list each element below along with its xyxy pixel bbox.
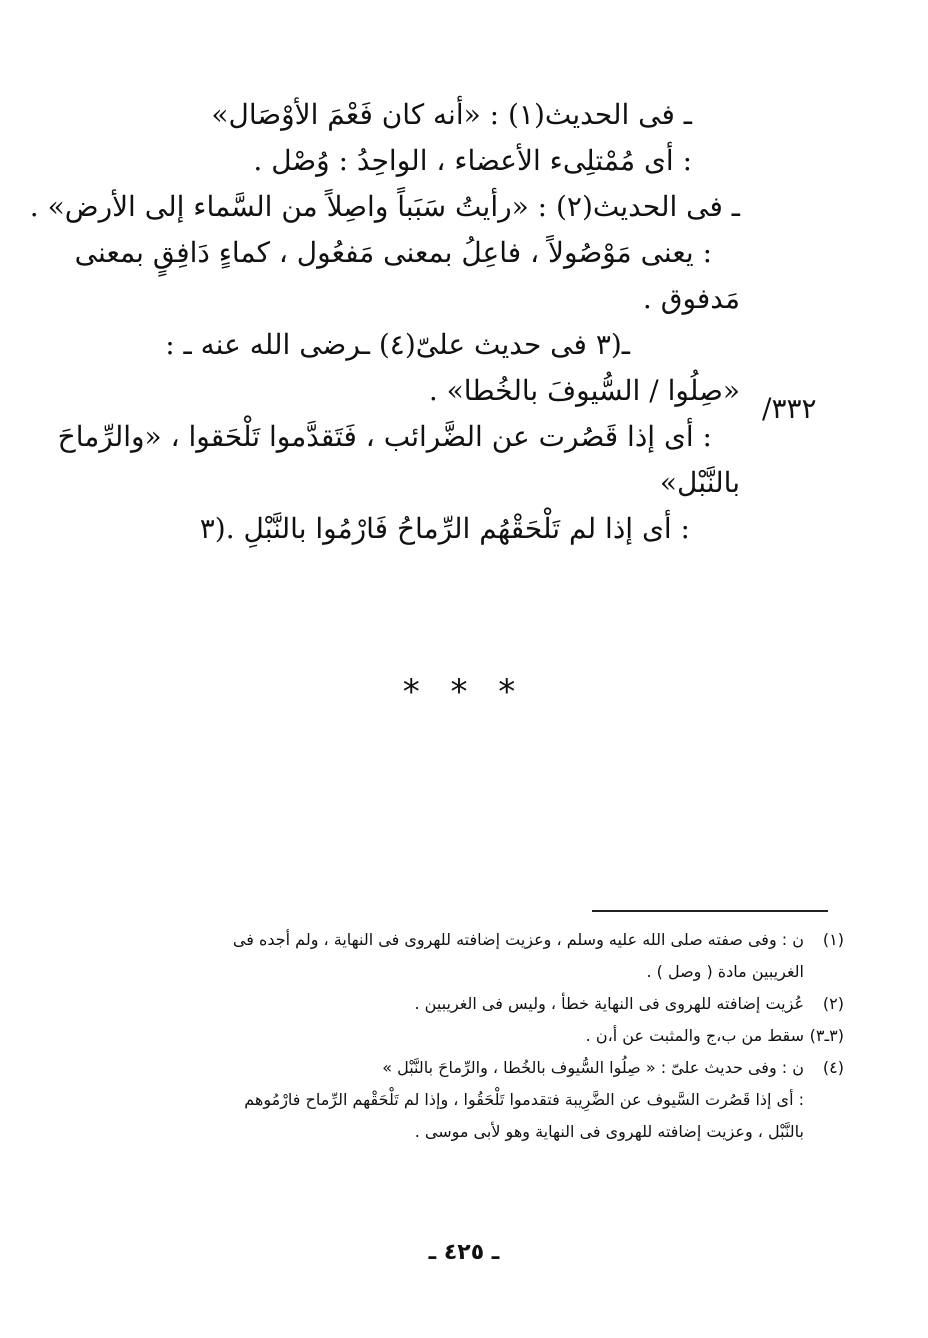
footnote-line: الغريبين مادة ( وصل ) . — [646, 962, 804, 981]
text-line-3: ـ فى الحديث(٢) : «رأيتُ سَبَباً واصِلاً من السَّماء إلى الأرض» . — [29, 190, 740, 223]
footnote-4 — [84, 1052, 844, 1148]
text-line-6: ـ(٣ فى حديث علىّ(٤) ـرضى الله عنه ـ : — [165, 328, 630, 361]
footnote-text: سقط من ب،ج والمثبت عن أ،ن . — [585, 1026, 804, 1045]
footnote-line: بالنَّبْل ، وعزيت إضافته للهروى فى النهاية وهو لأبى موسى . — [414, 1122, 804, 1141]
footnote-number: (٢) — [822, 994, 844, 1013]
footnote-text: عُزيت إضافته للهروى فى النهاية خطأ ، وليس فى الغريبين . — [414, 994, 804, 1013]
section-divider-stars: * * * — [402, 672, 526, 712]
footnote-line: ن : وفى حديث علىّ : « صِلُوا السُّيوف بالخُطا ، والرِّماحَ بالنَّبْل » — [382, 1058, 804, 1077]
text-line-4: : يعنى مَوْصُولاً ، فاعِلُ بمعنى مَفعُول ، كماءٍ دَافِقٍ بمعنى — [74, 236, 712, 269]
text-line-7: «صِلُوا / السُّيوفَ بالخُطا» . — [428, 374, 740, 407]
footnote-number: (١) — [822, 930, 844, 949]
text-line-8: : أى إذا قَصُرت عن الضَّرائب ، فَتَقدَّموا تَلْحَقوا ، «والرِّماحَ — [57, 420, 712, 453]
footnote-3 — [84, 1020, 844, 1052]
page-number: ـ ٤٢٥ ـ — [428, 1240, 500, 1265]
footnote-number: (٤) — [822, 1058, 844, 1077]
footnote-line: : أى إذا قَصُرت السَّيوف عن الضَّرِيبة فتقدموا تَلْحَقُوا ، وإذا لم تَلْحَقْهم الرِّماح فارْمُوهم — [244, 1090, 804, 1109]
footnote-rule — [592, 910, 828, 912]
text-line-5: مَدفوق . — [642, 282, 740, 315]
text-line-10: : أى إذا لم تَلْحَقْهُم الرِّماحُ فَارْمُوا بالنَّبْلِ .(٣ — [199, 512, 690, 545]
footnote-2 — [84, 988, 844, 1020]
footnotes — [84, 924, 844, 1148]
entry-number: ٣٣٢/ — [762, 392, 817, 425]
footnote-text — [84, 1052, 804, 1148]
footnote-line: ن : وفى صفته صلى الله عليه وسلم ، وعزيت إضافته للهروى فى النهاية ، ولم أجده فى — [232, 930, 804, 949]
text-line-9: بالنَّبْل» — [659, 466, 740, 499]
text-line-1: ـ فى الحديث(١) : «أنه كان فَعْمَ الأوْصَال» — [211, 98, 692, 131]
footnote-text — [84, 924, 804, 988]
footnote-1 — [84, 924, 844, 988]
text-line-2: : أى مُمْتلِىء الأعضاء ، الواحِدُ : وُصْل . — [253, 144, 692, 177]
footnote-number: (٣ـ٣) — [809, 1026, 844, 1045]
main-text-block — [29, 92, 740, 552]
